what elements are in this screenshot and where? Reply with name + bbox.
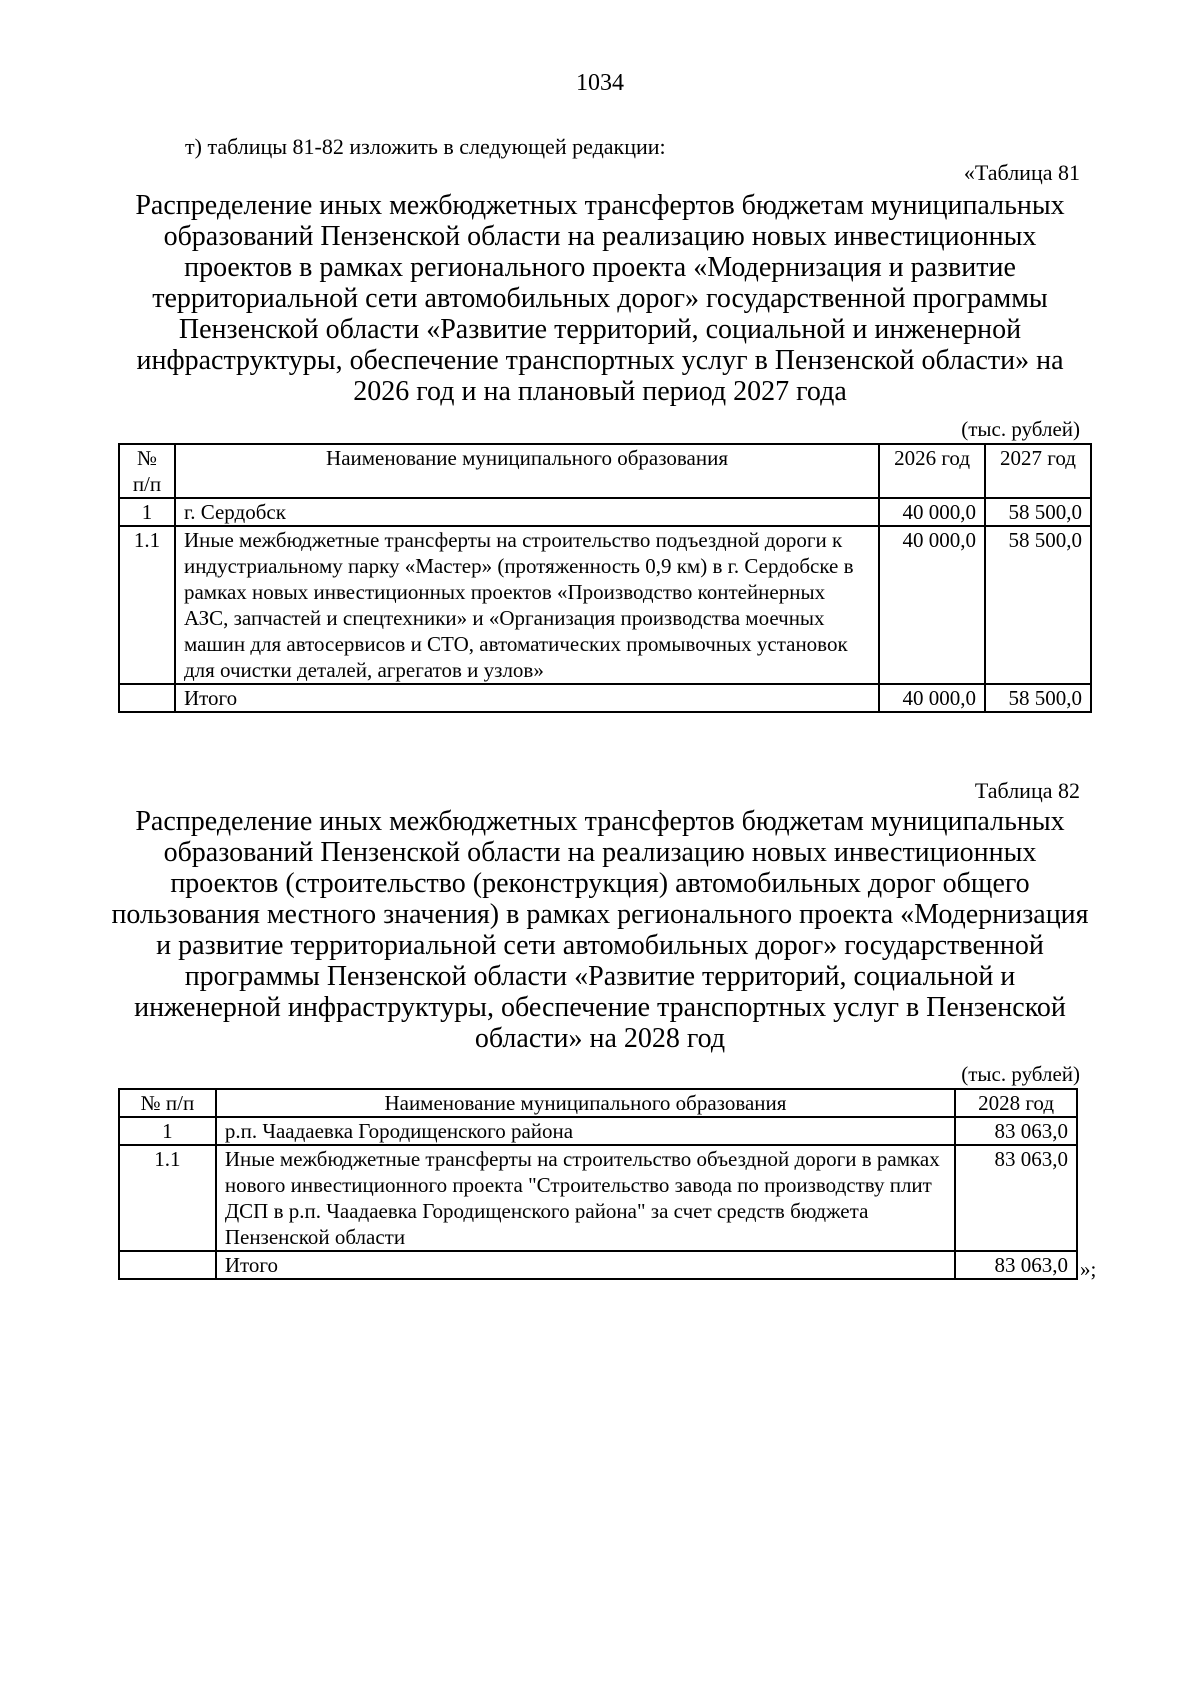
row-name: р.п. Чаадаевка Городищенского района [216,1117,955,1145]
header-2026: 2026 год [879,444,985,498]
table-total-row [119,1251,1077,1279]
table-81 [118,443,1092,713]
table-81-header-row [119,444,1091,498]
intro-text: т) таблицы 81-82 изложить в следующей редакции: [185,134,666,159]
row-num: 1.1 [119,526,175,684]
row-value-2027: 58 500,0 [985,498,1091,526]
table-81-label: «Таблица 81 [963,160,1080,185]
header-name: Наименование муниципального образования [175,444,879,498]
row-num: 1.1 [119,1145,216,1251]
table-82-units: (тыс. рублей) [961,1062,1080,1086]
header-num: № п/п [119,1089,216,1117]
row-num: 1 [119,498,175,526]
page-number: 1034 [576,70,624,96]
header-name: Наименование муниципального образования [216,1089,955,1117]
row-value-2028: 83 063,0 [955,1145,1077,1251]
row-name: Иные межбюджетные трансферты на строительство объездной дороги в рамках нового инвестиционного проекта "Строительство завода по производству плит ДСП в р.п. Чаадаевка Городищенского района" за счет средств бюджета Пензенской области [216,1145,955,1251]
header-num: № п/п [119,444,175,498]
total-value-2027: 58 500,0 [985,684,1091,712]
row-value-2026: 40 000,0 [879,498,985,526]
table-row [119,498,1091,526]
row-value-2028: 83 063,0 [955,1117,1077,1145]
row-value-2026: 40 000,0 [879,526,985,684]
row-name: г. Сердобск [175,498,879,526]
total-value-2026: 40 000,0 [879,684,985,712]
total-label: Итого [216,1251,955,1279]
row-value-2027: 58 500,0 [985,526,1091,684]
table-81-title: Распределение иных межбюджетных трансфертов бюджетам муниципальных образований Пензенской области на реализацию новых инвестиционных проектов в рамках регионального проекта «Модернизация и развитие территориальной сети автомобильных дорог» государственной программы Пензенской области «Развитие территорий, социальной и инженерной инфраструктуры, обеспечение транспортных услуг в Пензенской области» на 2026 год и на плановый период 2027 года [135,190,1065,407]
row-name: Иные межбюджетные трансферты на строительство подъездной дороги к индустриальному парку «Мастер» (протяженность 0,9 км) в г. Сердобске в рамках новых инвестиционных проектов «Производство контейнерных АЗС, запчастей и спецтехники» и «Организация производства моечных машин для автосервисов и СТО, автоматических промывочных установок для очистки деталей, агрегатов и узлов» [175,526,879,684]
total-num [119,684,175,712]
header-2027: 2027 год [985,444,1091,498]
table-row [119,1145,1077,1251]
table-82-header-row [119,1089,1077,1117]
header-2028: 2028 год [955,1089,1077,1117]
table-82-title: Распределение иных межбюджетных трансфертов бюджетам муниципальных образований Пензенской области на реализацию новых инвестиционных проектов (строительство (реконструкция) автомобильных дорог общего пользования местного значения) в рамках регионального проекта «Модернизация и развитие территориальной сети автомобильных дорог» государственной программы Пензенской области «Развитие территорий, социальной и инженерной инфраструктуры, обеспечение транспортных услуг в Пензенской области» на 2028 год [111,806,1089,1054]
table-row [119,526,1091,684]
table-row [119,1117,1077,1145]
total-value-2028: 83 063,0 [955,1251,1077,1279]
total-label: Итого [175,684,879,712]
table-81-units: (тыс. рублей) [961,417,1080,441]
closing-quote: »; [1080,1257,1097,1281]
table-82 [118,1088,1078,1280]
table-total-row [119,684,1091,712]
total-num [119,1251,216,1279]
row-num: 1 [119,1117,216,1145]
table-82-label: Таблица 82 [974,778,1080,803]
